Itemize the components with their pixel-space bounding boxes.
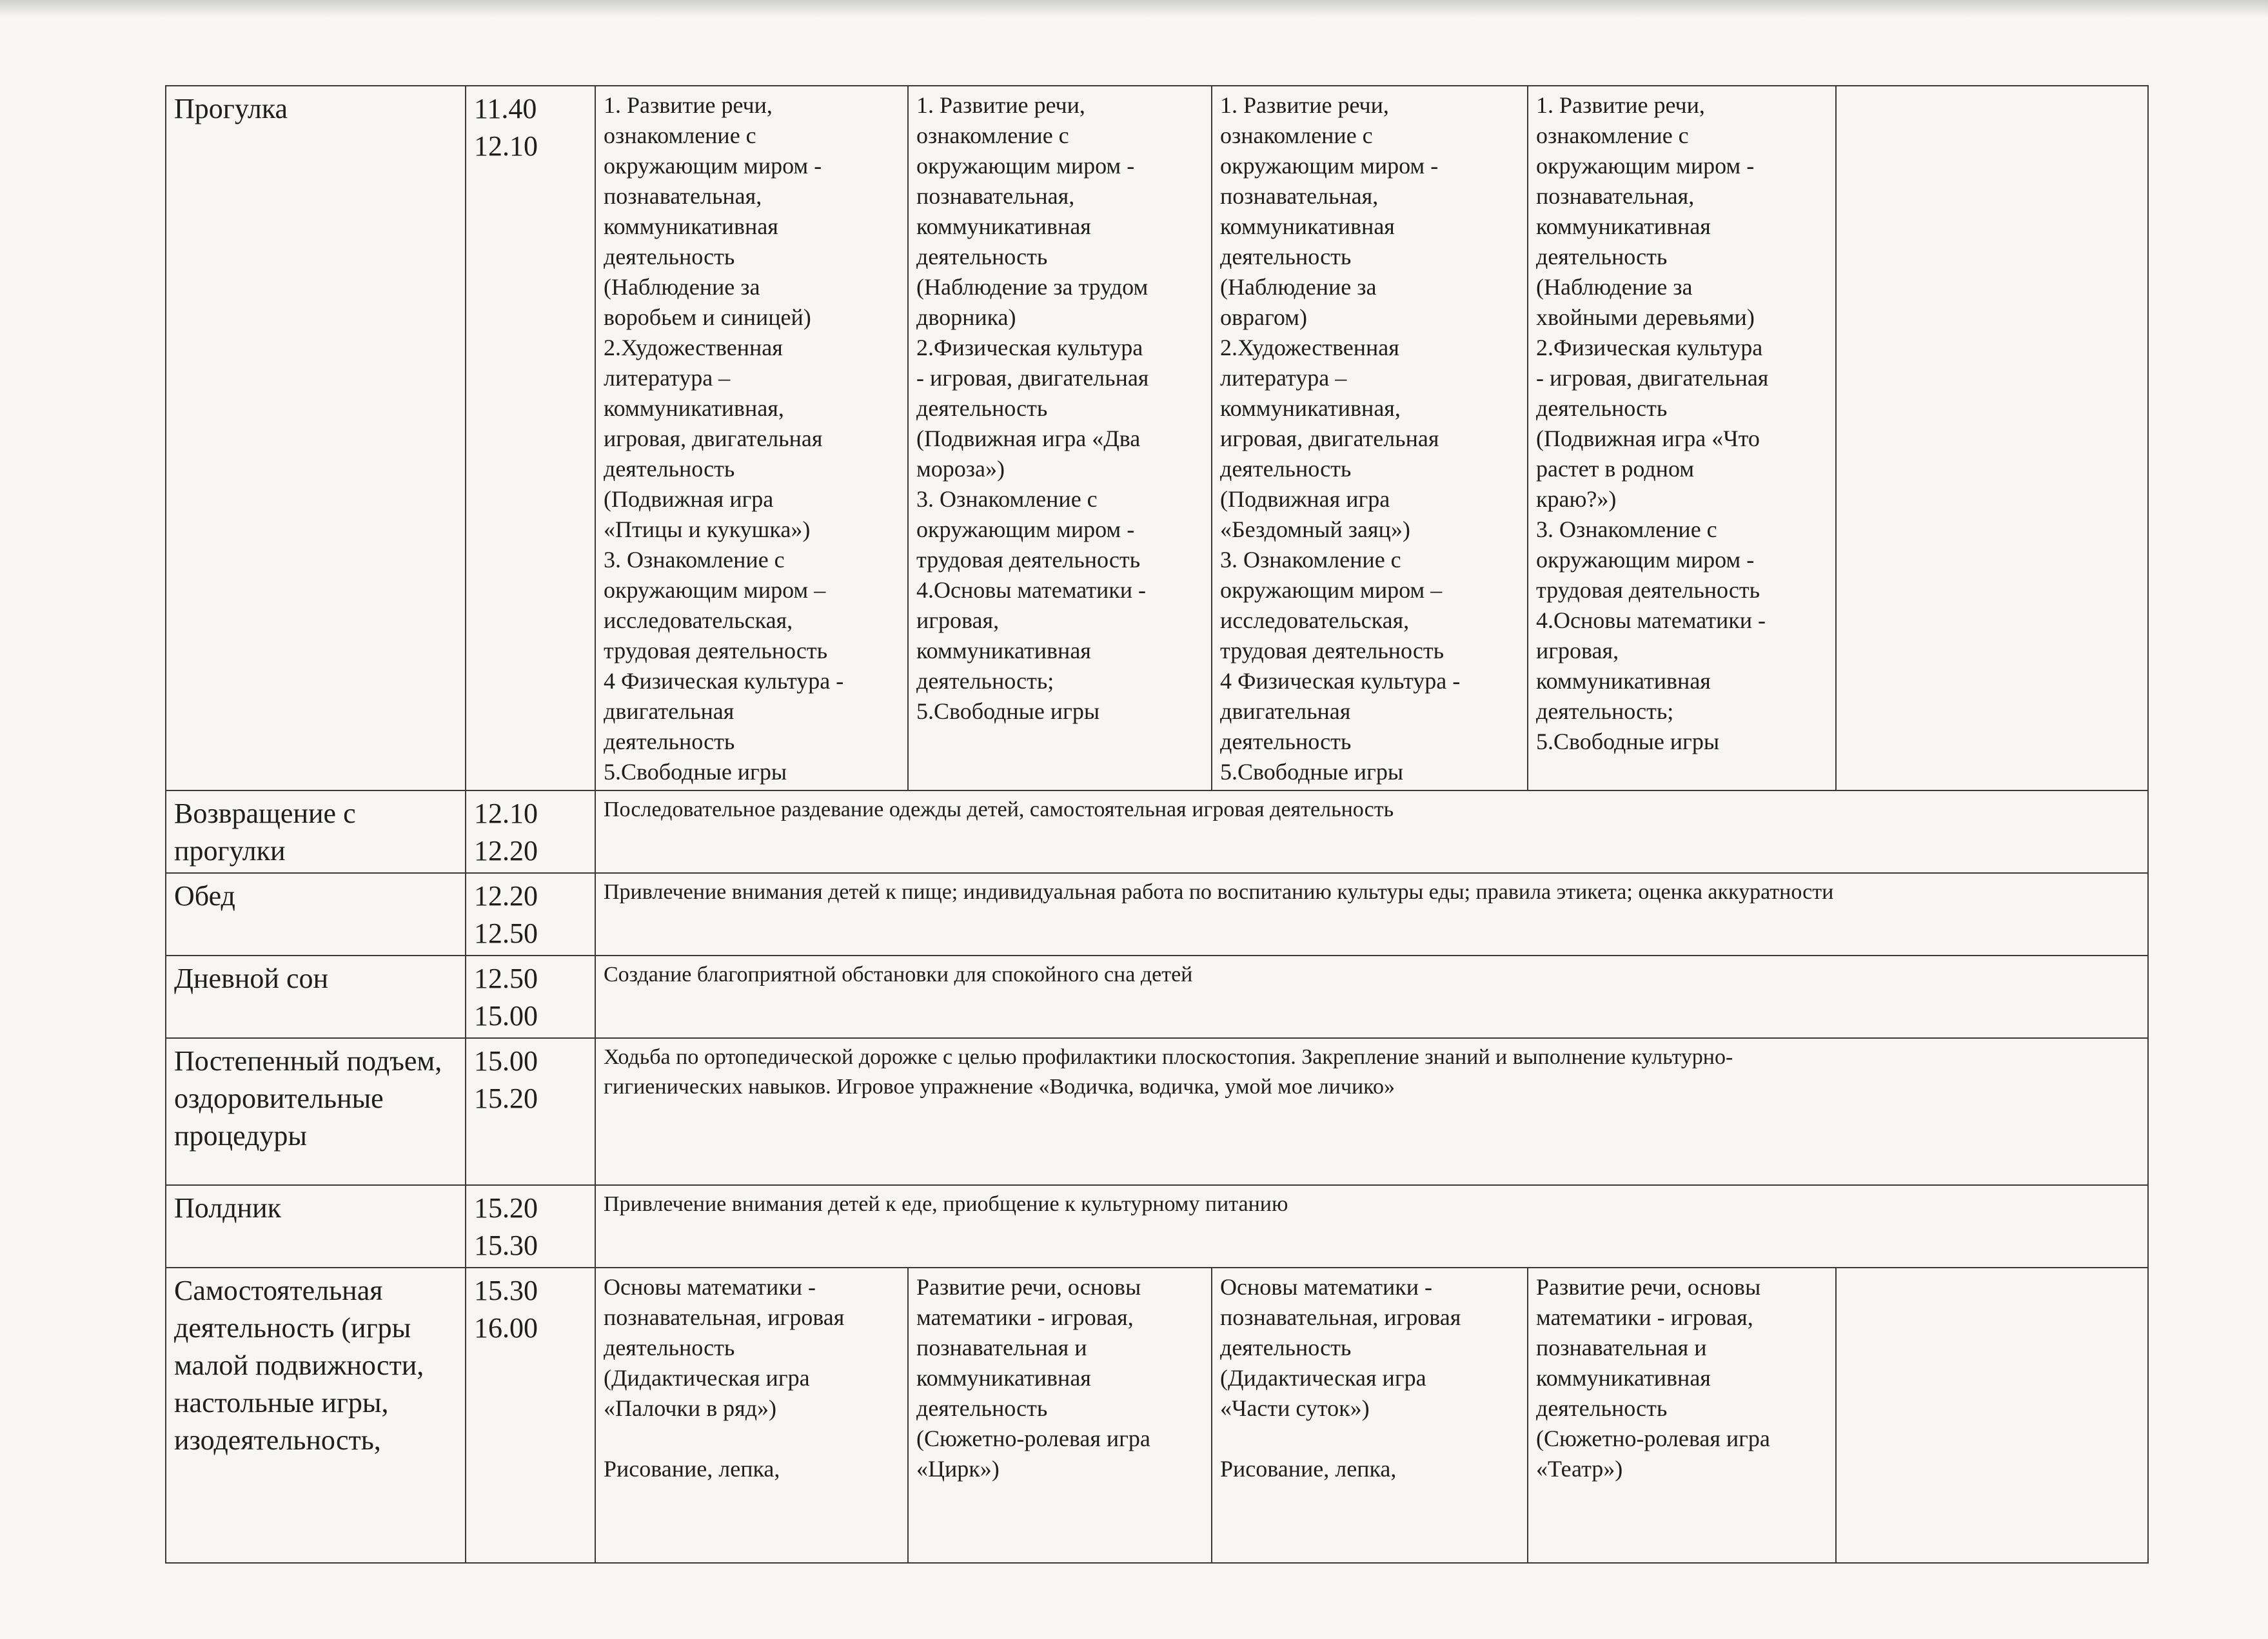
activity-name: Самостоятельная деятельность (игры малой подвижности, настольные игры, изодеятельность, [166, 1268, 466, 1563]
time-value: 15.00 [474, 1000, 538, 1032]
time-value: 12.10 [474, 130, 538, 162]
activity-line: игровая, двигательная [1220, 426, 1439, 451]
schedule-row [166, 1038, 2148, 1185]
activity-line: познавательная и [1536, 1335, 1707, 1360]
activity-line: Рисование, лепка, [1220, 1456, 1397, 1482]
activity-line: 4.Основы математики - [1536, 607, 1766, 633]
activity-line: коммуникативная [1536, 213, 1711, 239]
activity-line: окружающим миром - [604, 153, 822, 179]
activity-line: окружающим миром - [916, 153, 1135, 179]
activity-line: окружающим миром - [1536, 547, 1755, 573]
activity-line: ознакомление с [604, 123, 756, 148]
schedule-page [165, 85, 2147, 1564]
activity-line: 4 Физическая культура - [604, 668, 844, 694]
activity-line: деятельность [604, 244, 735, 270]
activity-line: 3. Ознакомление с [916, 486, 1098, 512]
time-value: 12.50 [474, 918, 538, 949]
activity-line: ознакомление с [1220, 123, 1373, 148]
activity-line: мороза») [916, 456, 1005, 482]
activity-line: (Сюжетно-ролевая игра [916, 1426, 1150, 1451]
schedule-row [166, 1185, 2148, 1268]
schedule-row [166, 873, 2148, 956]
activity-line: игровая, [1536, 638, 1619, 663]
time-value: 12.20 [474, 880, 538, 912]
activity-line: трудовая деятельность [1220, 638, 1445, 663]
day-activities-cell [1212, 1268, 1528, 1563]
activity-line: двигательная [604, 698, 735, 724]
activity-line: 5.Свободные игры [916, 698, 1100, 724]
schedule-row [166, 1268, 2148, 1563]
day-activities-cell [908, 1268, 1212, 1563]
activity-line: - игровая, двигательная [916, 365, 1149, 391]
time-value: 15.30 [474, 1230, 538, 1261]
description-line: Создание благоприятной обстановки для спокойного сна детей [604, 963, 1193, 986]
activity-line: окружающим миром – [1220, 577, 1443, 603]
activity-line: деятельность [1220, 1335, 1352, 1360]
activity-line: познавательная, [916, 183, 1075, 209]
activity-line: исследовательская, [1220, 607, 1410, 633]
activity-line: 1. Развитие речи, [1536, 92, 1705, 118]
description-line: гигиенических навыков. Игровое упражнение «Водичка, водичка, умой мое личико» [604, 1075, 1395, 1099]
activity-description [595, 956, 2148, 1038]
activity-line: исследовательская, [604, 607, 793, 633]
activity-line: деятельность [916, 395, 1048, 421]
activity-line: - игровая, двигательная [1536, 365, 1769, 391]
activity-name: Дневной сон [166, 956, 466, 1038]
activity-name: Прогулка [166, 86, 466, 790]
activity-line: ознакомление с [916, 123, 1069, 148]
activity-line: Развитие речи, основы [916, 1274, 1141, 1300]
activity-line: деятельность [604, 1335, 735, 1360]
activity-line: «Птицы и кукушка») [604, 516, 811, 542]
activity-line: (Подвижная игра «Два [916, 426, 1141, 451]
activity-line: окружающим миром - [916, 516, 1135, 542]
activity-line: литература – [1220, 365, 1347, 391]
activity-line: математики - игровая, [916, 1304, 1134, 1330]
activity-line: (Подвижная игра [1220, 486, 1390, 512]
activity-line: Основы математики - [1220, 1274, 1433, 1300]
activity-line: «Части суток») [1220, 1395, 1370, 1421]
activity-line: познавательная, [604, 183, 762, 209]
time-range [466, 790, 595, 873]
daily-schedule-table [165, 85, 2149, 1564]
activity-name: Возвращение с прогулки [166, 790, 466, 873]
activity-line: хвойными деревьями) [1536, 304, 1755, 330]
activity-line: краю?») [1536, 486, 1617, 512]
activity-name: Обед [166, 873, 466, 956]
activity-line: 4 Физическая культура - [1220, 668, 1461, 694]
activity-line: деятельность [916, 1395, 1048, 1421]
activity-line: окружающим миром – [604, 577, 826, 603]
activity-line [1220, 1424, 1519, 1454]
activity-line: трудовая деятельность [1536, 577, 1760, 603]
activity-line: игровая, двигательная [604, 426, 823, 451]
activity-line: 1. Развитие речи, [604, 92, 773, 118]
activity-line: коммуникативная, [1220, 395, 1401, 421]
activity-line: коммуникативная, [604, 395, 784, 421]
activity-line: (Наблюдение за [1220, 274, 1377, 300]
activity-line: познавательная, игровая [1220, 1304, 1461, 1330]
activity-line: (Наблюдение за [1536, 274, 1693, 300]
activity-line: деятельность [1220, 729, 1352, 754]
activity-line: (Дидактическая игра [604, 1365, 810, 1391]
time-value: 16.00 [474, 1312, 538, 1344]
activity-line [604, 1424, 900, 1454]
time-value: 12.20 [474, 835, 538, 867]
activity-line: деятельность [1536, 395, 1668, 421]
activity-line: оврагом) [1220, 304, 1307, 330]
time-value: 11.40 [474, 93, 537, 124]
activity-line: (Наблюдение за трудом [916, 274, 1149, 300]
activity-line: деятельность [1536, 244, 1668, 270]
activity-line: «Бездомный заяц») [1220, 516, 1410, 542]
activity-description [595, 873, 2148, 956]
time-value: 15.20 [474, 1192, 538, 1224]
activity-line: деятельность [916, 244, 1048, 270]
time-value: 15.00 [474, 1045, 538, 1077]
day-activities-cell [908, 86, 1212, 790]
activity-line: (Дидактическая игра [1220, 1365, 1426, 1391]
activity-line: двигательная [1220, 698, 1351, 724]
day-activities-cell [595, 1268, 908, 1563]
time-value: 12.50 [474, 963, 538, 994]
activity-line: ознакомление с [1536, 123, 1689, 148]
activity-line: 3. Ознакомление с [1536, 516, 1717, 542]
time-value: 15.30 [474, 1275, 538, 1306]
activity-line: деятельность [1536, 1395, 1668, 1421]
day-activities-cell [1212, 86, 1528, 790]
activity-line: познавательная и [916, 1335, 1087, 1360]
activity-description [595, 1185, 2148, 1268]
activity-line: «Цирк») [916, 1456, 1000, 1482]
schedule-row [166, 86, 2148, 790]
time-range [466, 873, 595, 956]
activity-line: трудовая деятельность [916, 547, 1141, 573]
activity-line: (Подвижная игра [604, 486, 774, 512]
activity-line: коммуникативная [604, 213, 778, 239]
activity-line: 5.Свободные игры [1536, 729, 1720, 754]
activity-line: познавательная, игровая [604, 1304, 845, 1330]
time-range [466, 956, 595, 1038]
activity-line: 1. Развитие речи, [916, 92, 1085, 118]
activity-line: 4.Основы математики - [916, 577, 1147, 603]
activity-line: Основы математики - [604, 1274, 816, 1300]
activity-line: 2.Физическая культура [916, 335, 1143, 360]
description-line: Ходьба по ортопедической дорожке с целью профилактики плоскостопия. Закрепление знаний и выполнение культурно- [604, 1045, 1733, 1069]
schedule-body [166, 86, 2148, 1563]
time-value: 12.10 [474, 798, 538, 829]
scan-edge [0, 0, 2268, 17]
activity-line: деятельность [604, 456, 735, 482]
activity-line: 5.Свободные игры [604, 759, 787, 785]
day-activities-cell [1836, 86, 2148, 790]
activity-line: литература – [604, 365, 731, 391]
activity-line: Рисование, лепка, [604, 1456, 780, 1482]
activity-line: деятельность [604, 729, 735, 754]
description-line: Привлечение внимания детей к пище; индивидуальная работа по воспитанию культуры еды; правила этикета; оценка аккуратности [604, 880, 1834, 904]
time-range [466, 1185, 595, 1268]
activity-line: игровая, [916, 607, 1000, 633]
activity-line: познавательная, [1536, 183, 1695, 209]
activity-line: 2.Художественная [604, 335, 783, 360]
activity-line: 1. Развитие речи, [1220, 92, 1389, 118]
activity-line: коммуникативная [1220, 213, 1395, 239]
activity-line: окружающим миром - [1536, 153, 1755, 179]
time-range [466, 86, 595, 790]
activity-line: 3. Ознакомление с [1220, 547, 1401, 573]
activity-name: Полдник [166, 1185, 466, 1268]
activity-line: 5.Свободные игры [1220, 759, 1404, 785]
activity-line: познавательная, [1220, 183, 1379, 209]
activity-line: 3. Ознакомление с [604, 547, 785, 573]
activity-description [595, 790, 2148, 873]
activity-line: (Сюжетно-ролевая игра [1536, 1426, 1770, 1451]
activity-line: коммуникативная [916, 1365, 1091, 1391]
activity-line: деятельность [1220, 244, 1352, 270]
activity-line: «Палочки в ряд») [604, 1395, 777, 1421]
activity-line: 2.Физическая культура [1536, 335, 1763, 360]
activity-line: растет в родном [1536, 456, 1695, 482]
activity-line: деятельность; [1536, 698, 1674, 724]
activity-line: воробьем и синицей) [604, 304, 811, 330]
activity-line: математики - игровая, [1536, 1304, 1753, 1330]
activity-line: деятельность [1220, 456, 1352, 482]
activity-line: (Подвижная игра «Что [1536, 426, 1760, 451]
time-value: 15.20 [474, 1083, 538, 1114]
activity-line: коммуникативная [916, 638, 1091, 663]
day-activities-cell [1528, 1268, 1836, 1563]
time-range [466, 1268, 595, 1563]
activity-line: трудовая деятельность [604, 638, 828, 663]
activity-line: (Наблюдение за [604, 274, 760, 300]
schedule-row [166, 956, 2148, 1038]
activity-line: деятельность; [916, 668, 1054, 694]
day-activities-cell [1528, 86, 1836, 790]
description-line: Последовательное раздевание одежды детей, самостоятельная игровая деятельность [604, 798, 1394, 821]
description-line: Привлечение внимания детей к еде, приобщение к культурному питанию [604, 1192, 1288, 1216]
schedule-row [166, 790, 2148, 873]
activity-line: дворника) [916, 304, 1016, 330]
time-range [466, 1038, 595, 1185]
activity-line: коммуникативная [916, 213, 1091, 239]
activity-line: коммуникативная [1536, 668, 1711, 694]
activity-line: коммуникативная [1536, 1365, 1711, 1391]
activity-line: Развитие речи, основы [1536, 1274, 1761, 1300]
activity-description [595, 1038, 2148, 1185]
activity-name: Постепенный подъем, оздоровительные процедуры [166, 1038, 466, 1185]
activity-line: 2.Художественная [1220, 335, 1399, 360]
activity-line: окружающим миром - [1220, 153, 1439, 179]
day-activities-cell [1836, 1268, 2148, 1563]
day-activities-cell [595, 86, 908, 790]
activity-line: «Театр») [1536, 1456, 1623, 1482]
